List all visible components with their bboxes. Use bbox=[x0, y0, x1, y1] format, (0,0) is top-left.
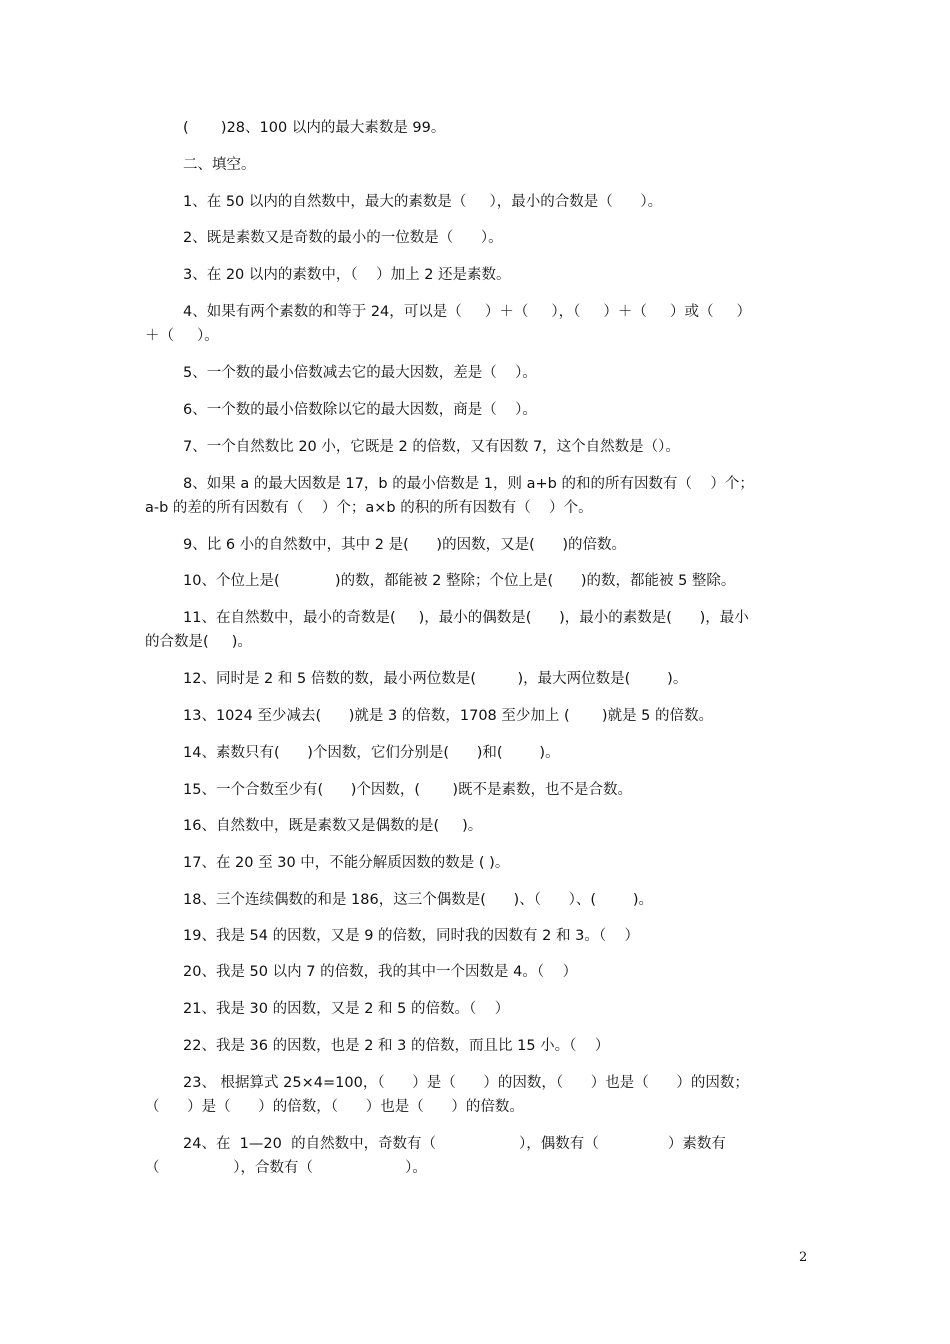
question-6: 6、一个数的最小倍数除以它的最大因数，商是（ ）。 bbox=[183, 402, 537, 418]
item-28: ( )28、100 以内的最大素数是 99。 bbox=[183, 120, 446, 136]
question-4-cont: ＋（ ）。 bbox=[145, 328, 219, 344]
question-14: 14、素数只有( )个因数，它们分别是( )和( )。 bbox=[183, 745, 560, 761]
question-1: 1、在 50 以内的自然数中，最大的素数是（ ），最小的合数是（ ）。 bbox=[183, 194, 663, 210]
question-12: 12、同时是 2 和 5 倍数的数，最小两位数是( )，最大两位数是( )。 bbox=[183, 671, 688, 687]
question-23-cont: （ ）是（ ）的倍数，（ ）也是（ ）的倍数。 bbox=[145, 1099, 524, 1115]
question-5: 5、一个数的最小倍数减去它的最大因数，差是（ ）。 bbox=[183, 365, 537, 381]
question-11-cont: 的合数是( )。 bbox=[145, 634, 252, 650]
question-4: 4、如果有两个素数的和等于 24，可以是（ ）＋（ ），（ ）＋（ ）或（ ） bbox=[183, 304, 752, 320]
question-10: 10、个位上是( )的数，都能被 2 整除；个位上是( )的数，都能被 5 整除。 bbox=[183, 573, 736, 589]
question-17: 17、在 20 至 30 中，不能分解质因数的数是 ( )。 bbox=[183, 855, 510, 871]
question-8: 8、如果 a 的最大因数是 17，b 的最小倍数是 1，则 a+b 的和的所有因数有（ ）个； bbox=[183, 476, 754, 492]
question-16: 16、自然数中，既是素数又是偶数的是( )。 bbox=[183, 818, 483, 834]
page-number: 2 bbox=[799, 1250, 808, 1265]
question-8-cont: a-b 的差的所有因数有（ ）个；a×b 的积的所有因数有（ ）个。 bbox=[145, 500, 593, 516]
question-19: 19、我是 54 的因数，又是 9 的倍数，同时我的因数有 2 和 3。（ ） bbox=[183, 928, 640, 944]
question-15: 15、一个合数至少有( )个因数，( )既不是素数，也不是合数。 bbox=[183, 782, 632, 798]
question-11: 11、在自然数中，最小的奇数是( )，最小的偶数是( )，最小的素数是( )，最小 bbox=[183, 610, 749, 626]
question-9: 9、比 6 小的自然数中，其中 2 是( )的因数，又是( )的倍数。 bbox=[183, 537, 627, 553]
question-3: 3、在 20 以内的素数中，（ ）加上 2 还是素数。 bbox=[183, 267, 511, 283]
question-18: 18、三个连续偶数的和是 186，这三个偶数是( )、（ ）、( )。 bbox=[183, 892, 654, 908]
question-24-cont: （ ），合数有（ ）。 bbox=[145, 1160, 427, 1176]
question-20: 20、我是 50 以内 7 的倍数，我的其中一个因数是 4。（ ） bbox=[183, 964, 578, 980]
question-2: 2、既是素数又是奇数的最小的一位数是（ ）。 bbox=[183, 230, 503, 246]
question-24: 24、在 1—20 的自然数中，奇数有（ ），偶数有（ ）素数有 bbox=[183, 1136, 726, 1152]
question-13: 13、1024 至少减去( )就是 3 的倍数，1708 至少加上 ( )就是 5 的倍数。 bbox=[183, 708, 714, 724]
question-7: 7、一个自然数比 20 小，它既是 2 的倍数，又有因数 7，这个自然数是（）。 bbox=[183, 439, 680, 455]
section-heading: 二、填空。 bbox=[183, 157, 256, 173]
question-22: 22、我是 36 的因数，也是 2 和 3 的倍数，而且比 15 小。（ ） bbox=[183, 1038, 610, 1054]
question-23: 23、 根据算式 25×4=100，（ ）是（ ）的因数，（ ）也是（ ）的因数； bbox=[183, 1075, 749, 1091]
question-21: 21、我是 30 的因数，又是 2 和 5 的倍数。（ ） bbox=[183, 1001, 510, 1017]
